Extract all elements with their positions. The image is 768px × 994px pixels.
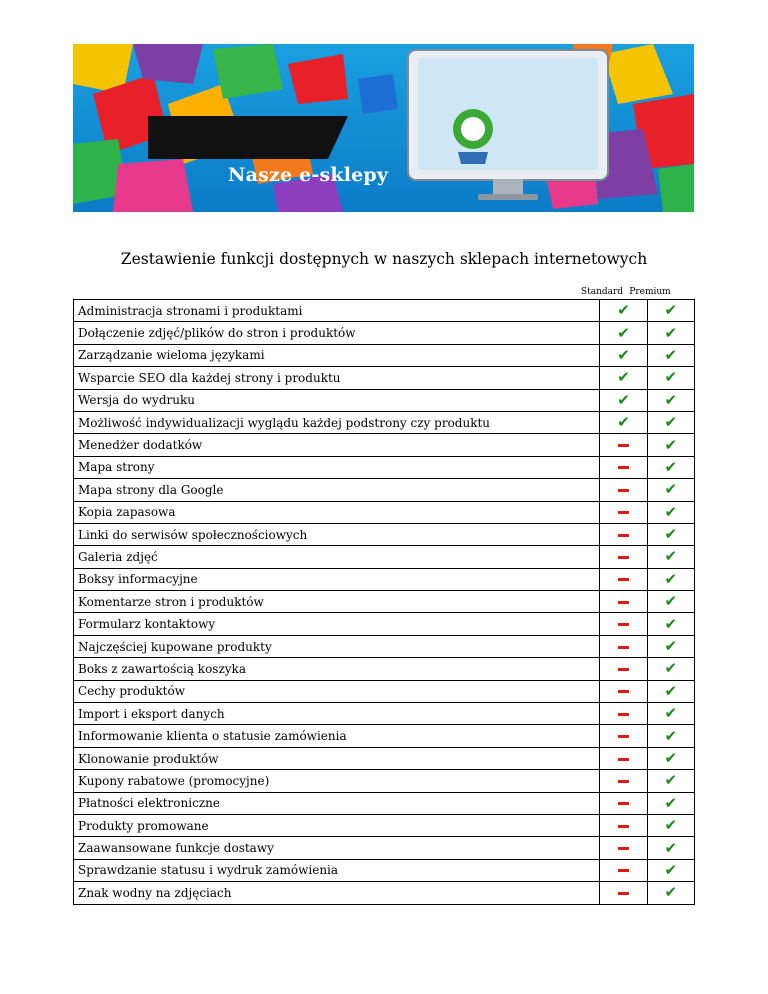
table-row xyxy=(74,658,695,680)
column-header-standard: Standard xyxy=(580,287,624,297)
standard-cell xyxy=(600,411,647,433)
premium-cell xyxy=(647,635,694,657)
feature-name: Informowanie klienta o statusie zamówienia xyxy=(74,725,600,747)
banner-title: Nasze e-sklepy xyxy=(228,164,389,186)
premium-cell xyxy=(647,568,694,590)
feature-name: Zaawansowane funkcje dostawy xyxy=(74,837,600,859)
dash-icon xyxy=(618,668,629,671)
premium-cell xyxy=(647,411,694,433)
standard-cell xyxy=(600,546,647,568)
standard-cell xyxy=(600,389,647,411)
dash-icon xyxy=(618,758,629,761)
standard-cell xyxy=(600,882,647,904)
table-row xyxy=(74,300,695,322)
table-row xyxy=(74,882,695,904)
standard-cell xyxy=(600,300,647,322)
dash-icon xyxy=(618,780,629,783)
dash-icon xyxy=(618,489,629,492)
dash-icon xyxy=(618,466,629,469)
premium-cell xyxy=(647,456,694,478)
premium-cell xyxy=(647,837,694,859)
standard-cell xyxy=(600,591,647,613)
table-row xyxy=(74,367,695,389)
standard-cell xyxy=(600,501,647,523)
page-title: Zestawienie funkcji dostępnych w naszych sklepach internetowych xyxy=(120,250,648,268)
banner xyxy=(73,44,694,212)
dash-icon xyxy=(618,847,629,850)
standard-cell xyxy=(600,367,647,389)
table-row xyxy=(74,703,695,725)
check-icon: ✔ xyxy=(617,390,630,409)
features-table-body xyxy=(74,300,695,905)
check-icon: ✔ xyxy=(664,480,678,499)
check-icon: ✔ xyxy=(664,771,678,790)
standard-cell xyxy=(600,322,647,344)
premium-cell xyxy=(647,680,694,702)
standard-cell xyxy=(600,568,647,590)
table-row xyxy=(74,725,695,747)
table-row xyxy=(74,456,695,478)
column-header-premium: Premium xyxy=(629,287,671,297)
table-row xyxy=(74,792,695,814)
table-row xyxy=(74,747,695,769)
standard-cell xyxy=(600,523,647,545)
check-icon: ✔ xyxy=(664,368,678,387)
check-icon: ✔ xyxy=(664,457,678,476)
premium-cell xyxy=(647,859,694,881)
dash-icon xyxy=(618,444,629,447)
check-icon: ✔ xyxy=(664,838,678,857)
feature-name: Produkty promowane xyxy=(74,814,600,836)
standard-cell xyxy=(600,635,647,657)
check-icon: ✔ xyxy=(664,883,678,902)
check-icon: ✔ xyxy=(664,390,678,409)
table-row xyxy=(74,501,695,523)
check-icon: ✔ xyxy=(664,301,678,320)
feature-name: Możliwość indywidualizacji wyglądu każdej podstrony czy produktu xyxy=(74,411,600,433)
standard-cell xyxy=(600,747,647,769)
check-icon: ✔ xyxy=(664,659,678,678)
feature-name: Wsparcie SEO dla każdej strony i produktu xyxy=(74,367,600,389)
feature-name: Boks z zawartością koszyka xyxy=(74,658,600,680)
check-icon: ✔ xyxy=(664,547,678,566)
dash-icon xyxy=(618,825,629,828)
table-row xyxy=(74,546,695,568)
table-row xyxy=(74,322,695,344)
standard-cell xyxy=(600,434,647,456)
table-row xyxy=(74,613,695,635)
dash-icon xyxy=(618,578,629,581)
check-icon: ✔ xyxy=(664,592,678,611)
table-row xyxy=(74,568,695,590)
feature-name: Wersja do wydruku xyxy=(74,389,600,411)
check-icon: ✔ xyxy=(664,637,678,656)
premium-cell xyxy=(647,703,694,725)
check-icon: ✔ xyxy=(664,323,678,342)
premium-cell xyxy=(647,501,694,523)
table-row xyxy=(74,859,695,881)
table-row xyxy=(74,591,695,613)
standard-cell xyxy=(600,770,647,792)
table-row xyxy=(74,344,695,366)
feature-name: Formularz kontaktowy xyxy=(74,613,600,635)
table-row xyxy=(74,770,695,792)
premium-cell xyxy=(647,389,694,411)
dash-icon xyxy=(618,511,629,514)
table-row xyxy=(74,837,695,859)
dash-icon xyxy=(618,646,629,649)
feature-name: Galeria zdjęć xyxy=(74,546,600,568)
table-row xyxy=(74,434,695,456)
premium-cell xyxy=(647,479,694,501)
premium-cell xyxy=(647,882,694,904)
feature-name: Zarządzanie wieloma językami xyxy=(74,344,600,366)
standard-cell xyxy=(600,703,647,725)
standard-cell xyxy=(600,859,647,881)
standard-cell xyxy=(600,613,647,635)
feature-name: Dołączenie zdjęć/plików do stron i produktów xyxy=(74,322,600,344)
table-row xyxy=(74,814,695,836)
feature-name: Sprawdzanie statusu i wydruk zamówienia xyxy=(74,859,600,881)
premium-cell xyxy=(647,344,694,366)
standard-cell xyxy=(600,344,647,366)
feature-name: Klonowanie produktów xyxy=(74,747,600,769)
premium-cell xyxy=(647,747,694,769)
feature-name: Płatności elektroniczne xyxy=(74,792,600,814)
premium-cell xyxy=(647,591,694,613)
premium-cell xyxy=(647,770,694,792)
feature-name: Komentarze stron i produktów xyxy=(74,591,600,613)
standard-cell xyxy=(600,680,647,702)
premium-cell xyxy=(647,725,694,747)
check-icon: ✔ xyxy=(617,301,630,320)
check-icon: ✔ xyxy=(664,749,678,767)
premium-cell xyxy=(647,814,694,836)
check-icon: ✔ xyxy=(664,345,678,364)
table-row xyxy=(74,635,695,657)
dash-icon xyxy=(618,690,629,693)
check-icon: ✔ xyxy=(617,368,630,387)
dash-icon xyxy=(618,892,629,895)
banner-artwork xyxy=(73,44,694,212)
check-icon: ✔ xyxy=(664,793,678,812)
standard-cell xyxy=(600,792,647,814)
check-icon: ✔ xyxy=(664,816,678,835)
check-icon: ✔ xyxy=(617,323,630,342)
check-icon: ✔ xyxy=(664,525,678,544)
dash-icon xyxy=(618,601,629,604)
dash-icon xyxy=(618,623,629,626)
table-row xyxy=(74,680,695,702)
feature-name: Administracja stronami i produktami xyxy=(74,300,600,322)
standard-cell xyxy=(600,837,647,859)
table-row xyxy=(74,479,695,501)
check-icon: ✔ xyxy=(664,704,678,723)
dash-icon xyxy=(618,713,629,716)
premium-cell xyxy=(647,613,694,635)
premium-cell xyxy=(647,434,694,456)
feature-name: Boksy informacyjne xyxy=(74,568,600,590)
dash-icon xyxy=(618,534,629,537)
feature-name: Mapa strony dla Google xyxy=(74,479,600,501)
table-row xyxy=(74,411,695,433)
dash-icon xyxy=(618,556,629,559)
feature-name: Mapa strony xyxy=(74,456,600,478)
feature-name: Cechy produktów xyxy=(74,680,600,702)
table-row xyxy=(74,389,695,411)
dash-icon xyxy=(618,802,629,805)
check-icon: ✔ xyxy=(664,502,678,521)
standard-cell xyxy=(600,725,647,747)
standard-cell xyxy=(600,456,647,478)
features-table xyxy=(73,299,695,905)
feature-name: Znak wodny na zdjęciach xyxy=(74,882,600,904)
dash-icon xyxy=(618,869,629,872)
check-icon: ✔ xyxy=(664,435,678,454)
feature-name: Kupony rabatowe (promocyjne) xyxy=(74,770,600,792)
check-icon: ✔ xyxy=(664,726,678,745)
dash-icon xyxy=(618,735,629,738)
feature-name: Kopia zapasowa xyxy=(74,501,600,523)
standard-cell xyxy=(600,814,647,836)
check-icon: ✔ xyxy=(617,413,630,432)
check-icon: ✔ xyxy=(664,413,678,432)
table-row xyxy=(74,523,695,545)
premium-cell xyxy=(647,792,694,814)
standard-cell xyxy=(600,479,647,501)
check-icon: ✔ xyxy=(664,860,678,879)
check-icon: ✔ xyxy=(664,681,678,700)
feature-name: Linki do serwisów społecznościowych xyxy=(74,523,600,545)
premium-cell xyxy=(647,367,694,389)
check-icon: ✔ xyxy=(617,345,630,364)
premium-cell xyxy=(647,523,694,545)
premium-cell xyxy=(647,322,694,344)
feature-name: Najczęściej kupowane produkty xyxy=(74,635,600,657)
premium-cell xyxy=(647,658,694,680)
check-icon: ✔ xyxy=(664,569,678,588)
premium-cell xyxy=(647,300,694,322)
standard-cell xyxy=(600,658,647,680)
feature-name: Menedżer dodatków xyxy=(74,434,600,456)
feature-name: Import i eksport danych xyxy=(74,703,600,725)
check-icon: ✔ xyxy=(664,614,678,633)
premium-cell xyxy=(647,546,694,568)
